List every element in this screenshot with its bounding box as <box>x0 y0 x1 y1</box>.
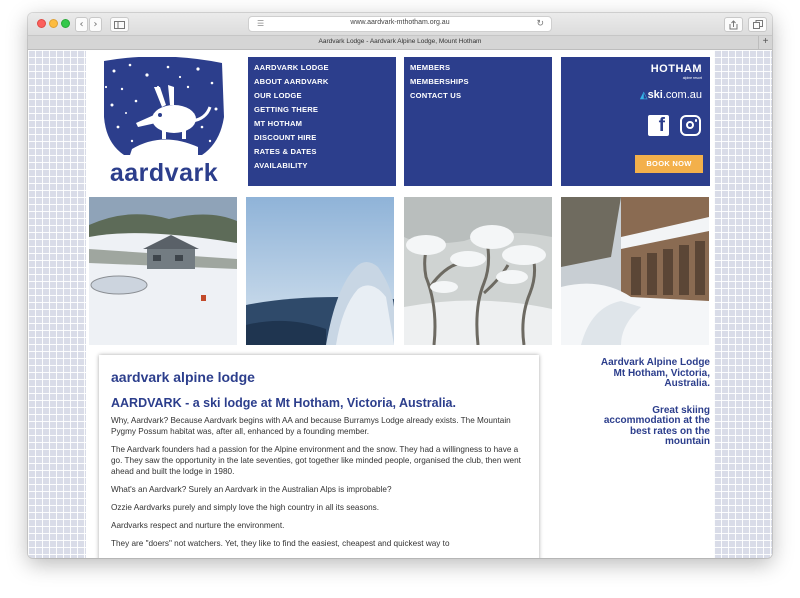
nav-mt-hotham[interactable]: MT HOTHAM <box>254 119 303 128</box>
tagline-line: Australia. <box>664 378 710 389</box>
article-paragraph: The Aardvark founders had a passion for the Alpine environment and the snow. They had a willingness to have a go. They saw the opportunity in the late seventies, got together like minded people, organised the club, then went ahead and built the lodge in 1980. <box>111 445 521 476</box>
tagline-line: mountain <box>665 436 710 447</box>
back-button[interactable]: ‹ <box>75 17 88 32</box>
aardvark-snow-mascot-icon <box>102 57 226 159</box>
page-content <box>86 50 714 558</box>
nav-memberships[interactable]: MEMBERSHIPS <box>410 77 469 86</box>
tab-strip <box>28 36 772 50</box>
book-now-button[interactable]: BOOK NOW <box>635 155 703 173</box>
nav-availability[interactable]: AVAILABILITY <box>254 161 308 170</box>
facebook-icon[interactable]: f <box>648 115 669 136</box>
nav-contact-us[interactable]: CONTACT US <box>410 91 462 100</box>
browser-window <box>28 13 772 558</box>
ski-mountain-icon: ◭ <box>639 90 648 101</box>
sidebar-tagline <box>561 358 710 448</box>
main-nav-secondary <box>404 57 552 186</box>
article-paragraph: Ozzie Aardvarks purely and simply love the high country in all its seasons. <box>111 503 380 512</box>
ski-com-au-logo[interactable]: ◭ski.com.au <box>639 89 702 101</box>
nav-aardvark-lodge[interactable]: AARDVARK LODGE <box>254 63 329 72</box>
nav-discount-hire[interactable]: DISCOUNT HIRE <box>254 133 317 142</box>
forward-button[interactable]: › <box>89 17 102 32</box>
web-page <box>28 50 772 558</box>
tagline-line: Aardvark Alpine Lodge <box>600 357 710 368</box>
page-title: aardvark alpine lodge <box>111 369 255 385</box>
nav-getting-there[interactable]: GETTING THERE <box>254 105 319 114</box>
address-url: www.aardvark-mthotham.org.au <box>350 19 450 26</box>
article-paragraph: Why, Aardvark? Because Aardvark begins with AA and because Burramys Lodge already exists. The Mountain Pygmy Possum habitat was, after all, enhanced by a founding member. <box>111 416 511 436</box>
photo-snow-gums-twilight <box>246 197 394 345</box>
minimize-window-button[interactable] <box>49 19 58 28</box>
share-button[interactable] <box>724 17 743 32</box>
article-paragraph: What's an Aardvark? Surely an Aardvark in the Australian Alps is improbable? <box>111 485 392 494</box>
partner-panel <box>561 57 710 186</box>
tagline-line: Mt Hotham, Victoria, <box>613 367 710 379</box>
sidebar-toggle-button[interactable] <box>110 17 129 32</box>
nav-our-lodge[interactable]: OUR LODGE <box>254 91 302 100</box>
reload-icon[interactable]: ↻ <box>536 18 544 28</box>
page-subtitle: AARDVARK - a ski lodge at Mt Hotham, Victoria, Australia. <box>111 396 456 410</box>
tagline-line: Great skiing <box>652 404 710 416</box>
photo-lodge-in-snow <box>89 197 237 345</box>
tagline-line: best rates on the <box>629 425 710 437</box>
tabs-overview-button[interactable] <box>748 17 767 32</box>
nav-about-aardvark[interactable]: ABOUT AARDVARK <box>254 77 329 86</box>
tagline-line: accommodation at the <box>603 415 710 426</box>
zoom-window-button[interactable] <box>61 19 70 28</box>
main-article <box>99 355 539 558</box>
hotham-logo[interactable]: HOTHAM <box>650 63 702 75</box>
new-tab-button[interactable]: + <box>758 36 772 49</box>
tabs-icon <box>753 20 763 29</box>
aardvark-logo[interactable] <box>89 57 239 191</box>
sidebar-icon <box>114 21 125 29</box>
photo-lodge-snow-wall <box>561 197 709 345</box>
article-paragraph: They are "doers" not watchers. Yet, they like to find the easiest, cheapest and quickest way to <box>111 539 450 548</box>
main-nav-primary <box>248 57 396 186</box>
logo-wordmark: aardvark <box>109 159 219 187</box>
instagram-icon[interactable] <box>680 115 701 136</box>
browser-toolbar <box>28 13 772 36</box>
nav-rates-dates[interactable]: RATES & DATES <box>254 147 317 156</box>
article-paragraph: Aardvarks respect and nurture the environment. <box>111 521 285 530</box>
reader-menu-icon[interactable]: ☰ <box>257 19 265 28</box>
share-icon <box>729 20 738 30</box>
photo-snowy-bushland <box>404 197 552 345</box>
hotham-logo-tagline: alpine resort <box>682 76 702 80</box>
address-bar[interactable] <box>248 16 552 32</box>
close-window-button[interactable] <box>37 19 46 28</box>
tab-active[interactable]: Aardvark Lodge - Aardvark Alpine Lodge, Mount Hotham <box>318 38 482 45</box>
nav-members[interactable]: MEMBERS <box>410 63 451 72</box>
